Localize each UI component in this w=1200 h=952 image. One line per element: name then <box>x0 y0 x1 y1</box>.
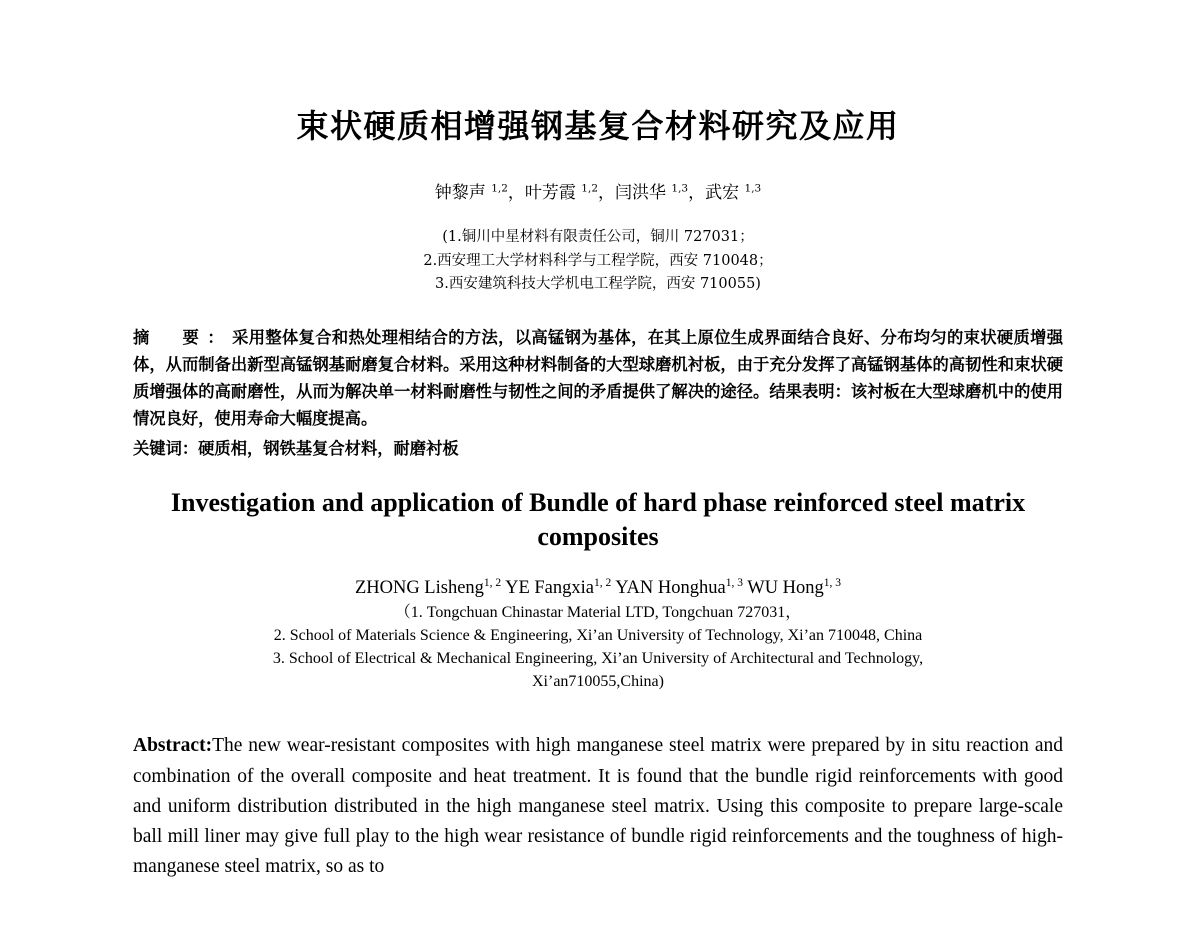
chinese-abstract <box>133 324 1063 432</box>
english-author-affil-marker: 1, 2 <box>594 577 612 590</box>
english-author-name: YAN Honghua <box>615 578 726 599</box>
chinese-author <box>525 183 598 203</box>
english-author <box>615 578 743 598</box>
chinese-affiliation-line: 3.西安建筑科技大学机电工程学院，西安 710055) <box>435 276 761 293</box>
english-affiliation-line: 3. School of Electrical & Mechanical Engineering, Xi’an University of Architectural and Technology, <box>272 649 924 667</box>
english-author-name: ZHONG Lisheng <box>354 578 484 599</box>
english-affiliation-line: 2. School of Materials Science & Engineering, Xi’an University of Technology, Xi’an 710048, China <box>273 627 923 645</box>
chinese-abstract-label: 摘 要： <box>133 327 233 347</box>
chinese-affiliation-line: 2.西安理工大学材料科学与工程学院，西安 710048； <box>423 252 773 269</box>
english-affiliation-line: Xi’an710055,China) <box>532 672 664 690</box>
english-author-affil-marker: 1, 2 <box>483 577 502 590</box>
chinese-author-affil-marker: 1,2 <box>581 182 598 195</box>
english-author-name: YE Fangxia <box>505 578 594 599</box>
author-separator: ， <box>688 183 706 204</box>
chinese-author <box>615 183 688 203</box>
english-author-affil-marker: 1, 3 <box>725 577 743 590</box>
english-abstract-label: Abstract: <box>133 735 213 757</box>
english-author <box>355 578 501 598</box>
english-affiliation-line: （1. Tongchuan Chinastar Material LTD, Tongchuan 727031， <box>394 604 802 622</box>
english-affiliation-list <box>133 602 1063 693</box>
chinese-affiliation-list <box>133 226 1063 296</box>
english-author-list <box>133 576 1063 600</box>
english-author-affil-marker: 1, 3 <box>823 577 842 590</box>
chinese-abstract-body: 采用整体复合和热处理相结合的方法，以高锰钢为基体，在其上原位生成界面结合良好、分布均匀的束状硬质增强体，从而制备出新型高锰钢基耐磨复合材料。采用这种材料制备的大型球磨机衬板，由于充分发挥了高锰钢基体的高韧性和束状硬质增强体的高耐磨性，从而为解决单一材料耐磨性与韧性之间的矛盾提供了解决的途径。结果表明：该衬板在大型球磨机中的使用情况良好，使用寿命大幅度提高。 <box>133 327 1063 428</box>
chinese-author <box>435 183 508 203</box>
chinese-keywords-label: 关键词： <box>133 438 199 458</box>
chinese-keywords-body: 硬质相，钢铁基复合材料，耐磨衬板 <box>198 438 459 458</box>
author-separator: ， <box>507 183 525 204</box>
page-content <box>133 0 1063 882</box>
chinese-author-name: 钟黎声 <box>434 183 486 204</box>
chinese-author-name: 叶芳霞 <box>524 183 576 204</box>
english-abstract-body: The new wear-resistant composites with high manganese steel matrix were prepared by in situ reaction and combination of the overall composite and heat treatment. It is found that the bundle rigid reinforcements with good and uniform distribution distributed in the high manganese steel matrix. Using this composite to prepare large-scale ball mill liner may give full play to the high wear resistance of bundle rigid reinforcements and the toughness of high-manganese steel matrix, so as to <box>133 735 1063 878</box>
english-author-name: WU Hong <box>747 578 824 599</box>
chinese-author <box>705 183 761 203</box>
chinese-affiliation-line: (1.铜川中星材料有限责任公司，铜川 727031； <box>442 229 754 246</box>
english-author <box>505 578 611 598</box>
chinese-author-affil-marker: 1,2 <box>491 182 508 195</box>
chinese-author-name: 武宏 <box>705 183 740 204</box>
chinese-title: 束状硬质相增强钢基复合材料研究及应用 <box>296 107 900 145</box>
english-abstract <box>133 731 1063 882</box>
chinese-author-list <box>133 182 1063 204</box>
chinese-author-affil-marker: 1,3 <box>671 182 689 195</box>
author-separator: ， <box>598 183 615 204</box>
english-title: Investigation and application of Bundle of hard phase reinforced steel matrix composites <box>170 487 1026 552</box>
chinese-author-name: 闫洪华 <box>615 183 666 204</box>
chinese-keywords <box>133 435 1063 462</box>
chinese-author-affil-marker: 1,3 <box>744 182 762 195</box>
english-author <box>747 578 841 598</box>
